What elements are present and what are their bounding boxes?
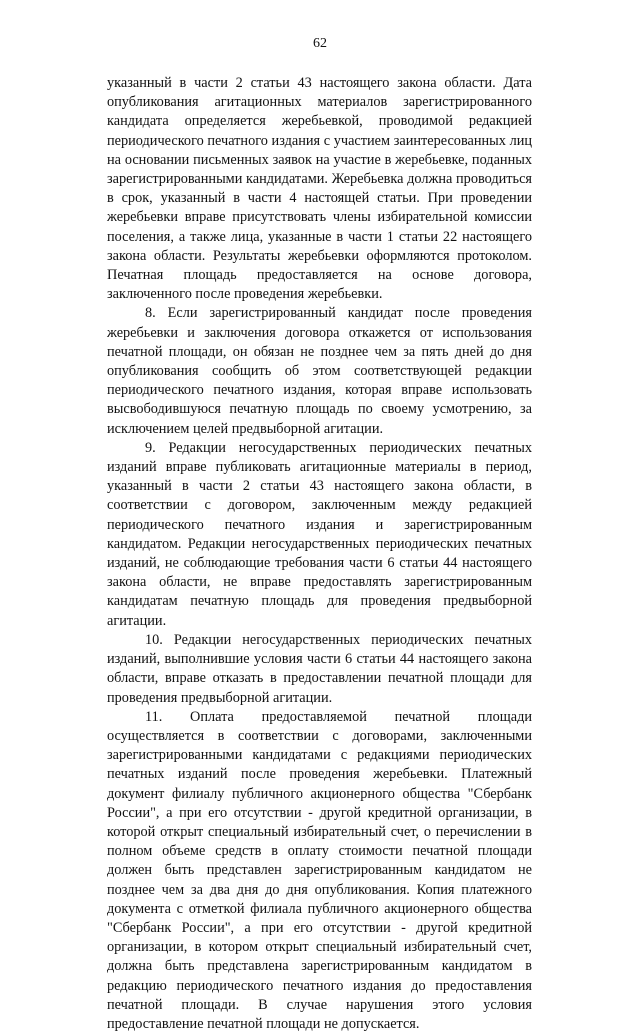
- page-number: 62: [313, 36, 327, 51]
- page-body: [107, 74, 532, 1034]
- paragraph-item-11: 11. Оплата предоставляемой печатной площади осуществляется в соответствии с договорами, заключенными зарегистрированными кандидатами с редакциями периодических печатных изданий после проведения жеребьевки. Платежный документ филиалу публичного акционерного общества "Сбербанк России", а при его отсутствии - другой кредитной организации, в которой открыт специальный избирательный счет, о перечислении в полном объеме средств в оплату стоимости печатной площади должен быть представлен зарегистрированным кандидатом не позднее чем за два дня до дня опубликования. Копия платежного документа с отметкой филиала публичного акционерного общества "Сбербанк России", а при его отсутствии - другой кредитной организации, в котором открыт специальный избирательный счет, должна быть представлена зарегистрированным кандидатом в редакцию периодического печатного издания до предоставления печатной площади. В случае нарушения этого условия предоставление печатной площади не допускается.: [107, 708, 532, 1032]
- paragraph-item-10: 10. Редакции негосударственных периодических печатных изданий, выполнившие условия части 6 статьи 44 настоящего закона области, вправе отказать в предоставлении печатной площади для проведения предвыборной агитации.: [107, 631, 532, 706]
- paragraph-continuation: указанный в части 2 статьи 43 настоящего закона области. Дата опубликования агитационных материалов зарегистрированного кандидата определяется жеребьевкой, проводимой редакцией периодического печатного издания с участием заинтересованных лиц на основании письменных заявок на участие в жеребьевке, поданных зарегистрированными кандидатами. Жеребьевка должна проводиться в срок, указанный в части 4 настоящей статьи. При проведении жеребьевки вправе присутствовать члены избирательной комиссии поселения, а также лица, указанные в части 1 статьи 22 настоящего закона области. Результаты жеребьевки оформляются протоколом. Печатная площадь предоставляется на основе договора, заключенного после проведения жеребьевки.: [107, 75, 532, 303]
- paragraph-item-9: 9. Редакции негосударственных периодических печатных изданий вправе публиковать агитационные материалы в период, указанный в части 2 статьи 43 настоящего закона области, в соответствии с договором, заключенным между редакцией периодического печатного издания и зарегистрированным кандидатом. Редакции негосударственных периодических печатных изданий, не соблюдающие требования части 6 статьи 44 настоящего закона области, не вправе предоставлять зарегистрированным кандидатам печатную площадь для проведения предвыборной агитации.: [107, 439, 532, 629]
- paragraph-item-8: 8. Если зарегистрированный кандидат после проведения жеребьевки и заключения договора откажется от использования печатной площади, он обязан не позднее чем за пять дней до дня опубликования сообщить об этом соответствующей редакции периодического печатного издания, которая вправе использовать высвободившуюся печатную площадь по своему усмотрению, за исключением целей предвыборной агитации.: [107, 305, 532, 437]
